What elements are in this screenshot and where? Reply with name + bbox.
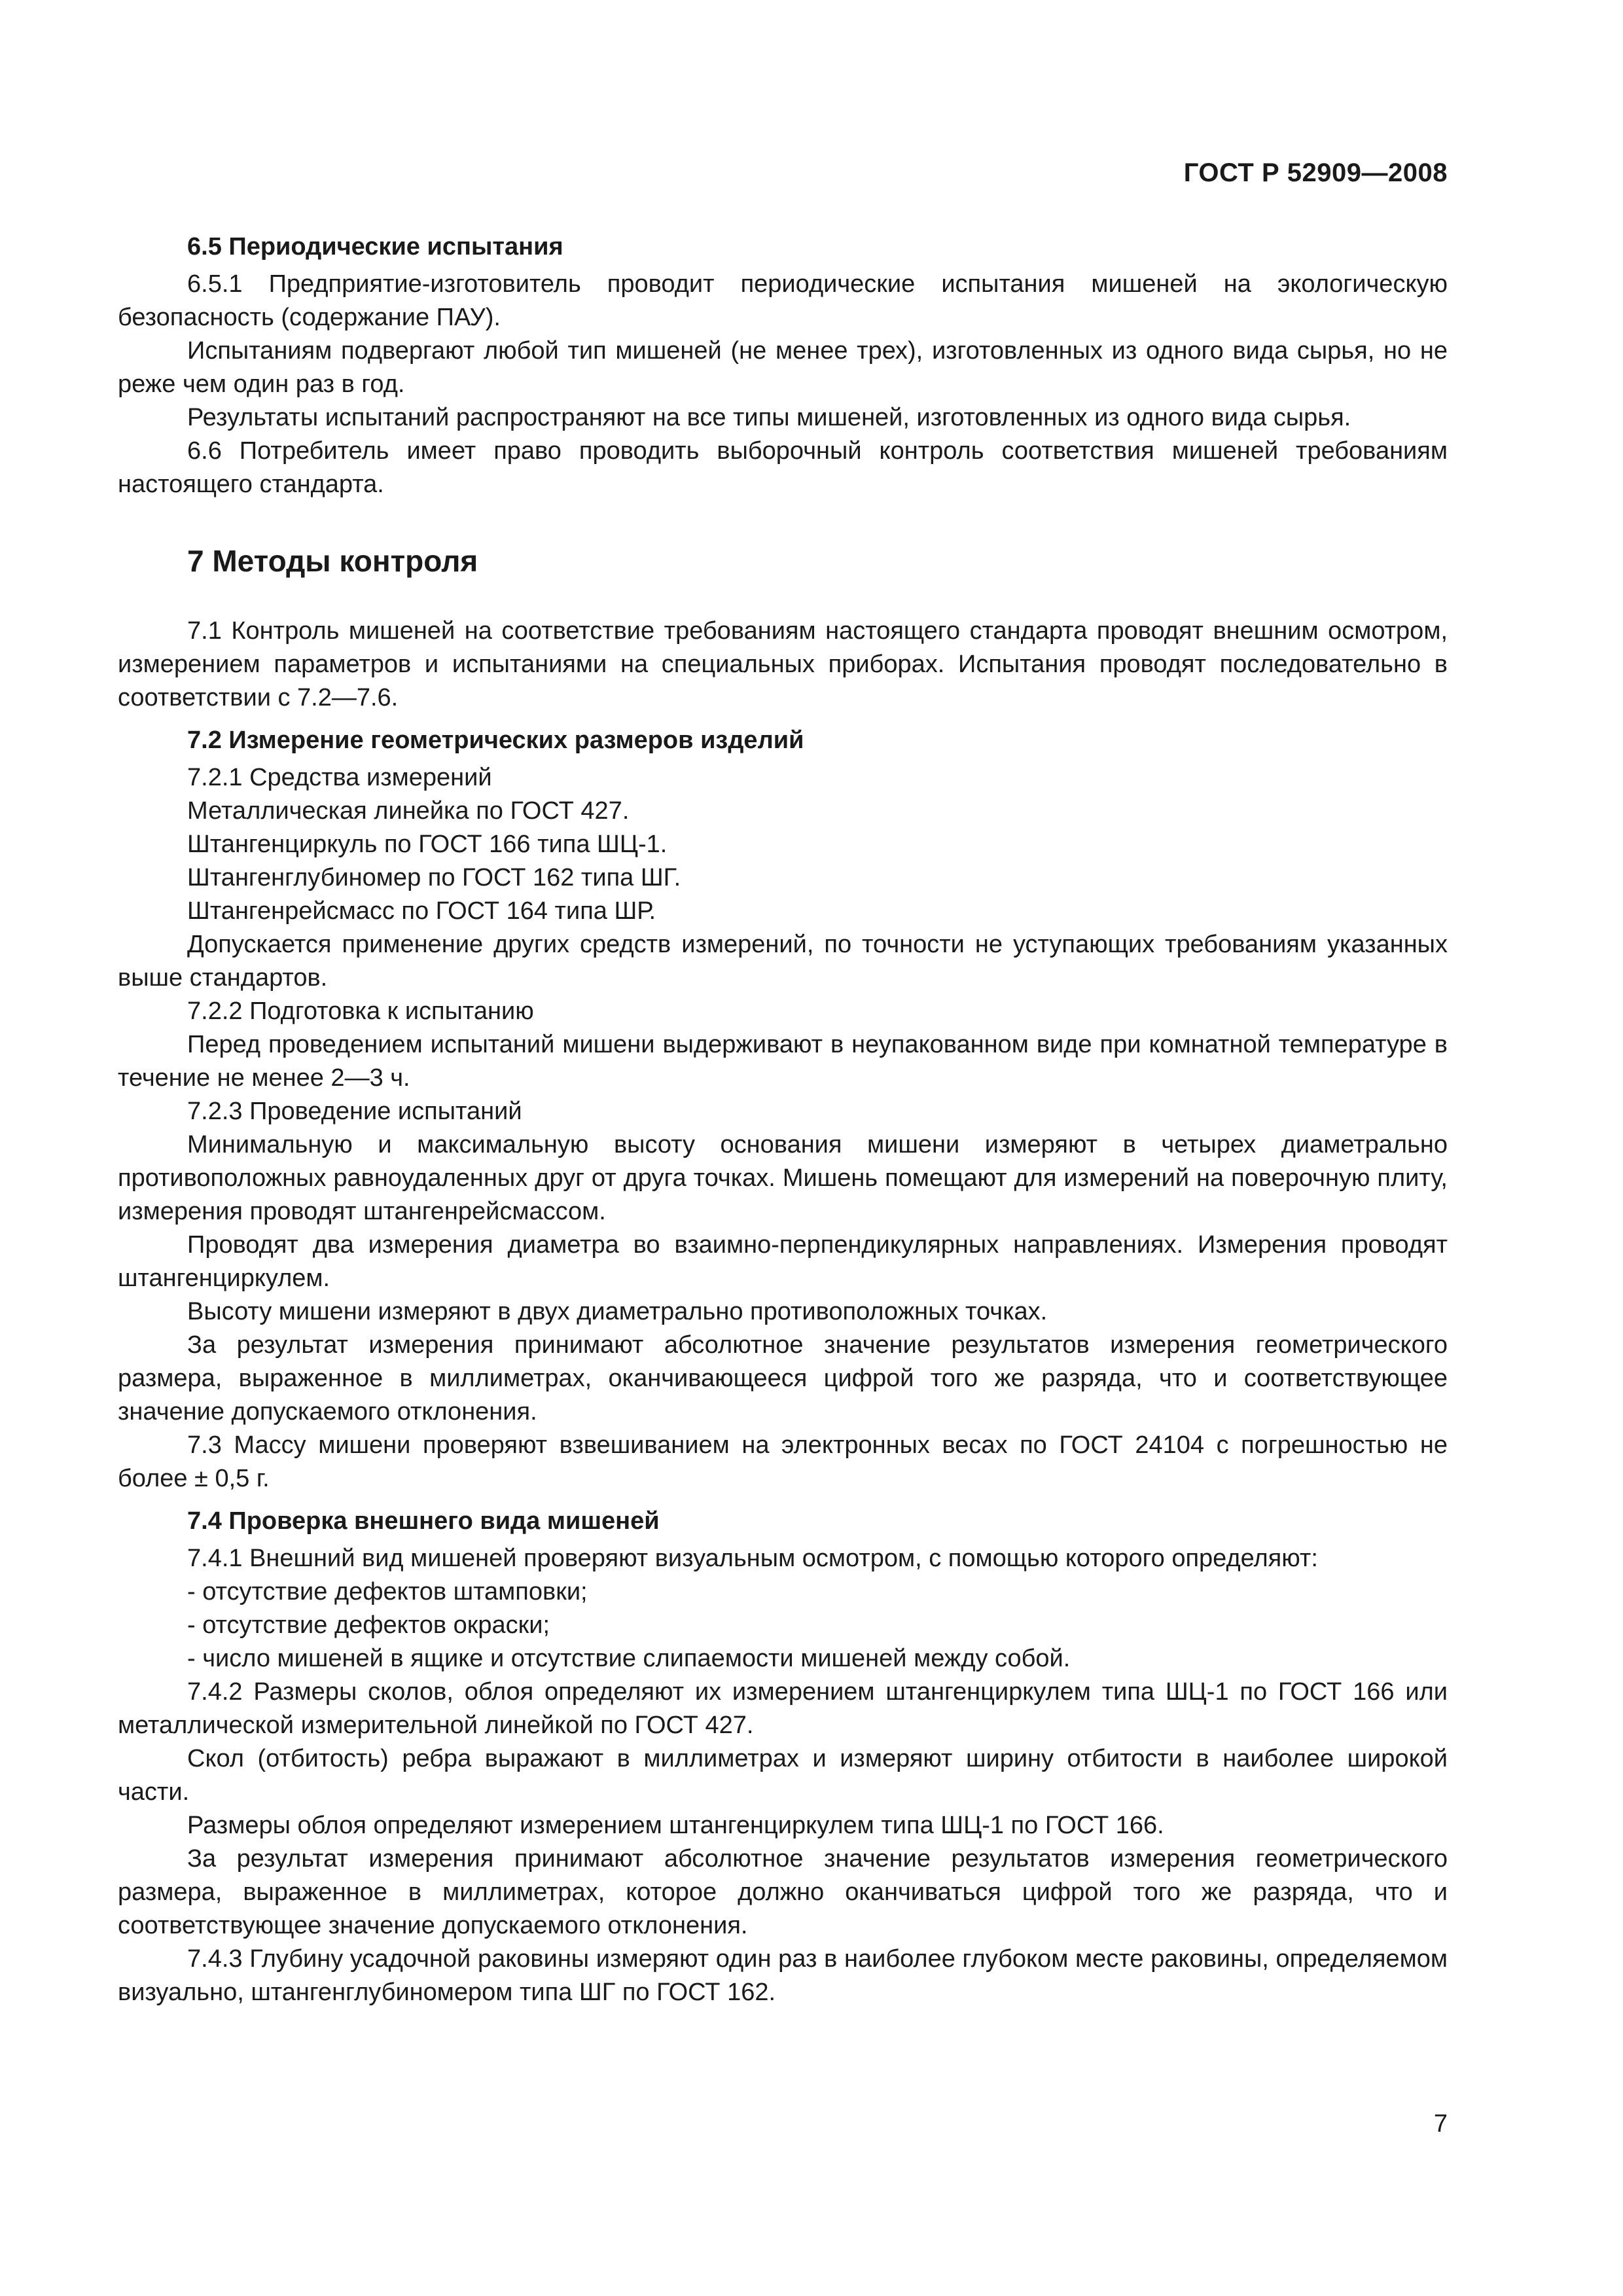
document-code-header: ГОСТ Р 52909—2008 [1183,158,1448,187]
paragraph: 7.2.2 Подготовка к испытанию [187,997,534,1025]
paragraph: 6.6 Потребитель имеет право проводить выборочный контроль соответствия мишеней требованиям настоящего стандарта. [118,437,1448,498]
paragraph: 7.4.2 Размеры сколов, облоя определяют их измерением штангенциркулем типа ШЦ-1 по ГОСТ 166 или металлической измерительной линейкой по ГОСТ 427. [118,1678,1448,1739]
paragraph: 7.2.1 Средства измерений [187,764,492,791]
paragraph: Минимальную и максимальную высоту основания мишени измеряют в четырех диаметрально противоположных равноудаленных друг от друга точках. Мишень помещают для измерений на поверочную плиту, измерения проводят штангенрейсмассом. [118,1131,1448,1225]
paragraph: Результаты испытаний распространяют на все типы мишеней, изготовленных из одного вида сырья. [187,404,1351,431]
paragraph: Проводят два измерения диаметра во взаимно-перпендикулярных направлениях. Измерения проводят штангенциркулем. [118,1231,1448,1292]
paragraph: 6.5.1 Предприятие-изготовитель проводит периодические испытания мишеней на экологическую безопасность (содержание ПАУ). [118,270,1448,331]
paragraph: За результат измерения принимают абсолютное значение результатов измерения геометрического размера, выраженное в миллиметрах, оканчивающееся цифрой того же разряда, что и соответствующее значение допускаемого отклонения. [118,1331,1448,1426]
paragraph: За результат измерения принимают абсолютное значение результатов измерения геометрического размера, выраженное в миллиметрах, которое должно оканчиваться цифрой того же разряда, что и соответствующее значение допускаемого отклонения. [118,1845,1448,1939]
paragraph: Штангенглубиномер по ГОСТ 162 типа ШГ. [187,864,681,891]
paragraph: Штангенциркуль по ГОСТ 166 типа ШЦ-1. [187,831,668,858]
list-item: - число мишеней в ящике и отсутствие слипаемости мишеней между собой. [187,1645,1071,1672]
paragraph: Перед проведением испытаний мишени выдерживают в неупакованном виде при комнатной температуре в течение не менее 2—3 ч. [118,1031,1448,1092]
page-number: 7 [1433,2110,1448,2138]
section-heading: 7.4 Проверка внешнего вида мишеней [187,1507,660,1535]
document-body [118,230,1448,2009]
paragraph: 7.2.3 Проведение испытаний [187,1098,522,1125]
list-item: - отсутствие дефектов окраски; [187,1611,550,1639]
paragraph: Размеры облоя определяют измерением штангенциркулем типа ШЦ-1 по ГОСТ 166. [187,1812,1164,1839]
paragraph: Высоту мишени измеряют в двух диаметрально противоположных точках. [187,1298,1048,1325]
paragraph: Испытаниям подвергают любой тип мишеней (не менее трех), изготовленных из одного вида сырья, но не реже чем один раз в год. [118,337,1448,398]
paragraph: Металлическая линейка по ГОСТ 427. [187,797,630,825]
list-item: - отсутствие дефектов штамповки; [187,1578,588,1605]
paragraph: Допускается применение других средств измерений, по точности не уступающих требованиям указанных выше стандартов. [118,931,1448,992]
chapter-heading: 7 Методы контроля [187,544,478,578]
section-heading: 6.5 Периодические испытания [187,233,563,260]
paragraph: 7.1 Контроль мишеней на соответствие требованиям настоящего стандарта проводят внешним осмотром, измерением параметров и испытаниями на специальных приборах. Испытания проводят последовательно в соответствии с 7.2—7.6. [118,617,1448,711]
paragraph: 7.4.3 Глубину усадочной раковины измеряют один раз в наиболее глубоком месте раковины, определяемом визуально, штангенглубиномером типа ШГ по ГОСТ 162. [118,1945,1448,2006]
paragraph: Скол (отбитость) ребра выражают в миллиметрах и измеряют ширину отбитости в наиболее широкой части. [118,1745,1448,1806]
section-heading: 7.2 Измерение геометрических размеров изделий [187,726,804,754]
paragraph: Штангенрейсмасс по ГОСТ 164 типа ШР. [187,897,656,925]
paragraph: 7.4.1 Внешний вид мишеней проверяют визуальным осмотром, с помощью которого определяют: [187,1545,1318,1572]
paragraph: 7.3 Массу мишени проверяют взвешиванием на электронных весах по ГОСТ 24104 с погрешностью не более ± 0,5 г. [118,1431,1448,1492]
